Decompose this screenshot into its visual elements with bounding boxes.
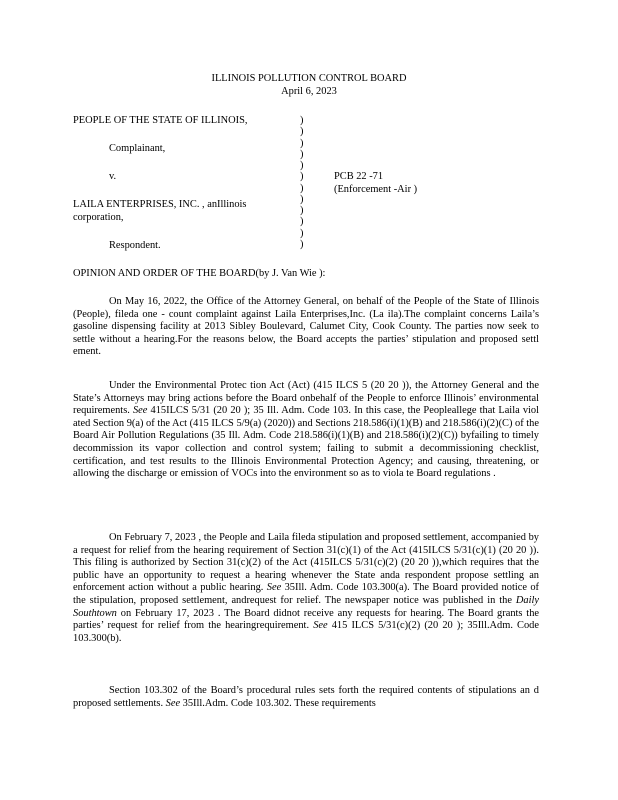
paragraph-3-text-d: 415 ILCS 5/31(c)(2) (20 20 ); 35Ill.Adm. Code 103.300(b). [73,620,539,644]
case-number: PCB 22 -71 [334,171,384,182]
caption-paren: ) [300,115,304,126]
paragraph-2 [73,380,539,481]
caption-paren: ) [300,126,304,138]
paragraph-3-text-b: 35Ill. Adm. Code 103.300(a). The Board provided notice of the stipulation, proposed settlement, andrequest for relief. The newspaper notice was published in the [73,582,539,606]
paragraph-3-text-c: on February 17, 2023 . The Board didnot receive any requests for hearing. The Board grants the parties’ request for relief from the hearingrequirement. [73,607,539,632]
caption-paren: ) [300,193,304,205]
document-date: April 6, 2023 [281,86,337,97]
paragraph-3-text-a: On February 7, 2023 , the People and Laila fileda stipulation and proposed settlement, accompanied by a request for relief from the hearing requirement of Section 31(c)(1) of the Act (415ILCS 5/31(c)(1) (20 20 )). This filing is authorized by Section 31(c)(2) of the Act (415ILCS 5/31(c)(2) (20 20 )),which requires that the public have an opportunity to request a hearing whenever the State anda respondent propose settling an enforcement action without a public hearing. [73,532,539,594]
complainant-party-name: PEOPLE OF THE STATE OF ILLINOIS, [73,115,248,126]
see-signal: See [313,620,328,632]
caption-paren: ) [300,216,304,228]
paragraph-3 [73,532,539,645]
respondent-label: Respondent. [109,240,161,251]
caption-paren: ) [300,238,304,250]
caption-paren: ) [300,227,304,239]
caption-parenthesis-column [300,115,310,250]
case-type: (Enforcement -Air ) [334,184,418,195]
paragraph-2-text-a: Under the Environmental Protec tion Act (Act) (415 ILCS 5 (20 20 )), the Attorney General and the State’s Attorneys may bring actions before the Board onbehalf of the People to enforce Illinois’ environmental requirements. [73,380,539,417]
newspaper-title: Daily Southtown [73,594,539,619]
opinion-heading: OPINION AND ORDER OF THE BOARD(by J. Van Wie ): [73,268,326,279]
paragraph-4 [73,685,539,710]
versus-label: v. [109,171,117,182]
complainant-label: Complainant, [109,143,166,154]
caption-paren: ) [300,137,304,149]
paragraph-1-text: On May 16, 2022, the Office of the Attorney General, on behalf of the People of the State of Illinois (People), fileda one - count complaint against Laila Enterprises,Inc. (La ila).The complaint concerns Laila’s gasoline dispensing facility at 2013 Sibley Boulevard, Calumet City, Cook County. The parties now seek to settle without a hearing.For the reasons below, the Board accepts the parties’ stipulation and proposed settl ement. [73,296,539,358]
paragraph-1 [73,296,539,359]
caption-paren: ) [300,205,304,216]
see-signal: See [165,697,181,709]
respondent-party-name: LAILA ENTERPRISES, INC. , anIllinois [73,199,247,210]
see-signal: See [266,582,282,594]
paragraph-4-text-a: Section 103.302 of the Board’s procedural rules sets forth the required contents of stipulations an d proposed settlements. [73,685,539,709]
paragraph-2-text-b: 415ILCS 5/31 (20 20 ); 35 Ill. Adm. Code 103. In this case, the Peopleallege that Laila viol ated Section 9(a) of the Act (415 ILCS 5/9(a) (2020)) and Sections 218.586(i)(1)(B) and 218.586(i)(2)(C) of the Board Air Pollution Regulations (35 Ill. Adm. Code 218.586(i)(1)(B) and 218.586(i)(2)(C)) byfailing to timely decommission its vapor collection and control system; failing to submit a decommissioning checklist, certification, and test results to the Illinois Environmental Protection Agency; and causing, threatening, or allowing the discharge or emission of VOCs into the environment so as to viola te Board regulations . [73,405,539,480]
caption-paren: ) [300,160,304,171]
see-signal: See [132,405,148,417]
caption-paren: ) [300,171,304,183]
caption-paren: ) [300,148,304,160]
respondent-party-description: corporation, [73,212,124,223]
board-title: ILLINOIS POLLUTION CONTROL BOARD [211,73,407,84]
paragraph-4-text-b: 35Ill.Adm. Code 103.302. These requirements [180,697,376,709]
caption-paren: ) [300,182,304,194]
